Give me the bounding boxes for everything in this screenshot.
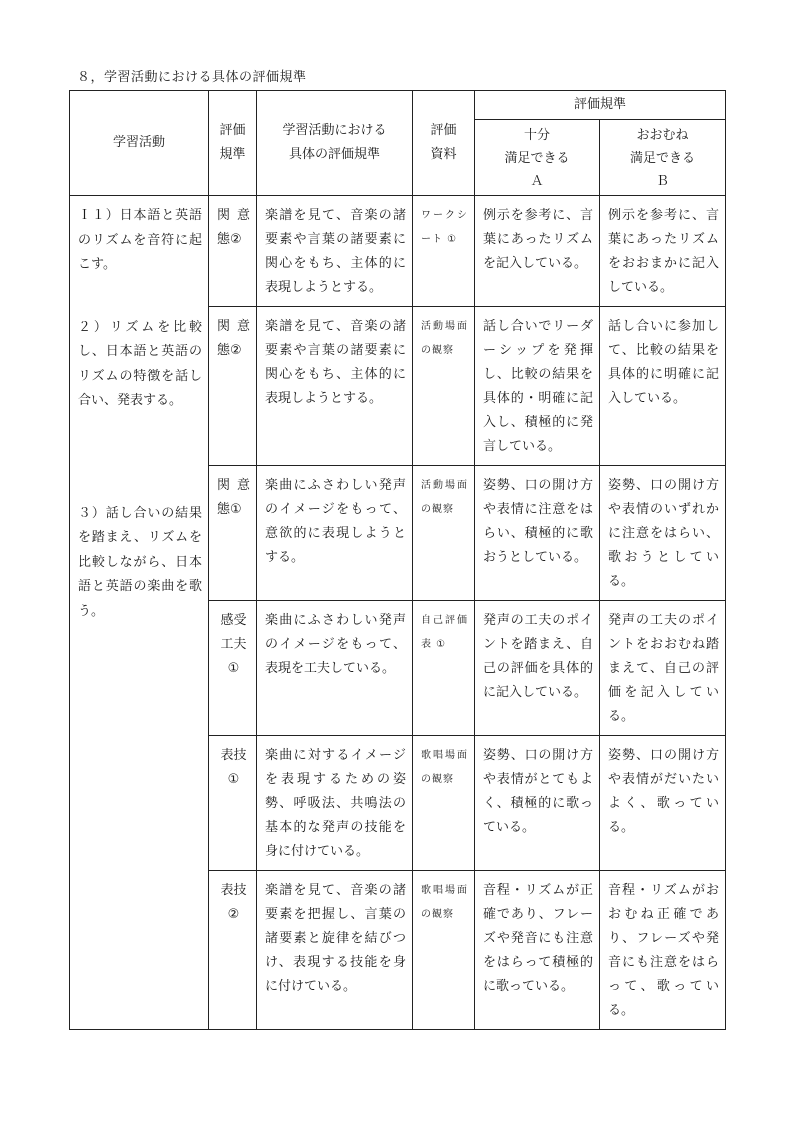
evaluation-table (69, 90, 726, 1030)
material-cell: 歌唱場面の観察 (413, 736, 475, 871)
header-grade-b-line: 満足できる (630, 151, 696, 166)
document-title: ８，学習活動における具体の評価規準 (77, 70, 307, 85)
header-grade-a (475, 120, 600, 196)
header-grade-b-line: Ｂ (656, 174, 670, 189)
grade-b-cell: 姿勢、口の開け方や表情のいずれかに注意をはらい、歌おうとしている。 (600, 466, 726, 601)
grade-b-cell: 話し合いに参加して、比較の結果を具体的に明確に記入している。 (600, 307, 726, 466)
header-criteria-line: 評価 (219, 123, 246, 138)
header-criteria-line: 規準 (219, 147, 246, 162)
grade-a-cell: 話し合いでリーダーシップを発揮し、比較の結果を具体的・明確に記入し、積極的に発言している。 (475, 307, 600, 466)
activity-item: ３）話し合いの結果を踏まえ、リズムを比較しながら、日本語と英語の楽曲を歌う。 (78, 505, 202, 619)
criteria-cell: 関意態② (209, 307, 257, 466)
header-standard: 評価規準 (475, 91, 726, 120)
header-concrete-criteria (257, 91, 413, 196)
concrete-criteria-cell: 楽譜を見て、音楽の諸要素や言葉の諸要素に関心をもち、主体的に表現しようとする。 (257, 196, 413, 307)
material-cell: 活動場面の観察 (413, 307, 475, 466)
activity-column (70, 196, 209, 1030)
grade-a-cell: 発声の工夫のポイントを踏まえ、自己の評価を具体的に記入している。 (475, 601, 600, 736)
criteria-cell: 関意態② (209, 196, 257, 307)
header-material-line: 評価 (430, 123, 457, 138)
table-row (70, 196, 726, 307)
header-concrete-line: 具体の評価規準 (288, 147, 380, 162)
header-criteria (209, 91, 257, 196)
grade-a-cell: 音程・リズムが正確であり、フレーズや発音にも注意をはらって積極的に歌っている。 (475, 871, 600, 1030)
activity-item: Ｉ１）日本語と英語のリズムを音符に起こす。 (78, 208, 202, 272)
activity-item: ２）リズムを比較し、日本語と英語のリズムの特徴を話し合い、発表する。 (78, 319, 202, 408)
material-cell: ワークシート ① (413, 196, 475, 307)
material-cell: 活動場面の観察 (413, 466, 475, 601)
header-grade-a-line: 十分 (523, 128, 550, 143)
header-grade-a-line: Ａ (530, 174, 544, 189)
header-activity: 学習活動 (70, 91, 209, 196)
criteria-cell: 関意態① (209, 466, 257, 601)
material-cell: 自己評価表 ① (413, 601, 475, 736)
material-cell: 歌唱場面の観察 (413, 871, 475, 1030)
grade-b-cell: 発声の工夫のポイントをおおむね踏まえて、自己の評価を記入している。 (600, 601, 726, 736)
header-material-line: 資料 (430, 147, 457, 162)
grade-b-cell: 姿勢、口の開け方や表情がだいたいよく、歌っている。 (600, 736, 726, 871)
header-grade-b (600, 120, 726, 196)
criteria-cell: 表技② (209, 871, 257, 1030)
grade-a-cell: 姿勢、口の開け方や表情に注意をはらい、積極的に歌おうとしている。 (475, 466, 600, 601)
header-concrete-line: 学習活動における (282, 123, 387, 138)
concrete-criteria-cell: 楽曲に対するイメージを表現するための姿勢、呼吸法、共鳴法の基本的な発声の技能を身に付けている。 (257, 736, 413, 871)
concrete-criteria-cell: 楽譜を見て、音楽の諸要素を把握し、言葉の諸要素と旋律を結びつけ、表現する技能を身に付けている。 (257, 871, 413, 1030)
header-grade-b-line: おおむね (636, 128, 689, 143)
grade-b-cell: 例示を参考に、言葉にあったリズムをおおまかに記入している。 (600, 196, 726, 307)
criteria-cell: 感受工夫① (209, 601, 257, 736)
grade-a-cell: 例示を参考に、言葉にあったリズムを記入している。 (475, 196, 600, 307)
grade-a-cell: 姿勢、口の開け方や表情がとてもよく、積極的に歌っている。 (475, 736, 600, 871)
header-grade-a-line: 満足できる (504, 151, 570, 166)
criteria-cell: 表技① (209, 736, 257, 871)
concrete-criteria-cell: 楽曲にふさわしい発声のイメージをもって、意欲的に表現しようとする。 (257, 466, 413, 601)
grade-b-cell: 音程・リズムがおおむね正確であり、フレーズや発音にも注意をはらって、歌っている。 (600, 871, 726, 1030)
header-material (413, 91, 475, 196)
concrete-criteria-cell: 楽譜を見て、音楽の諸要素や言葉の諸要素に関心をもち、主体的に表現しようとする。 (257, 307, 413, 466)
concrete-criteria-cell: 楽曲にふさわしい発声のイメージをもって、表現を工夫している。 (257, 601, 413, 736)
